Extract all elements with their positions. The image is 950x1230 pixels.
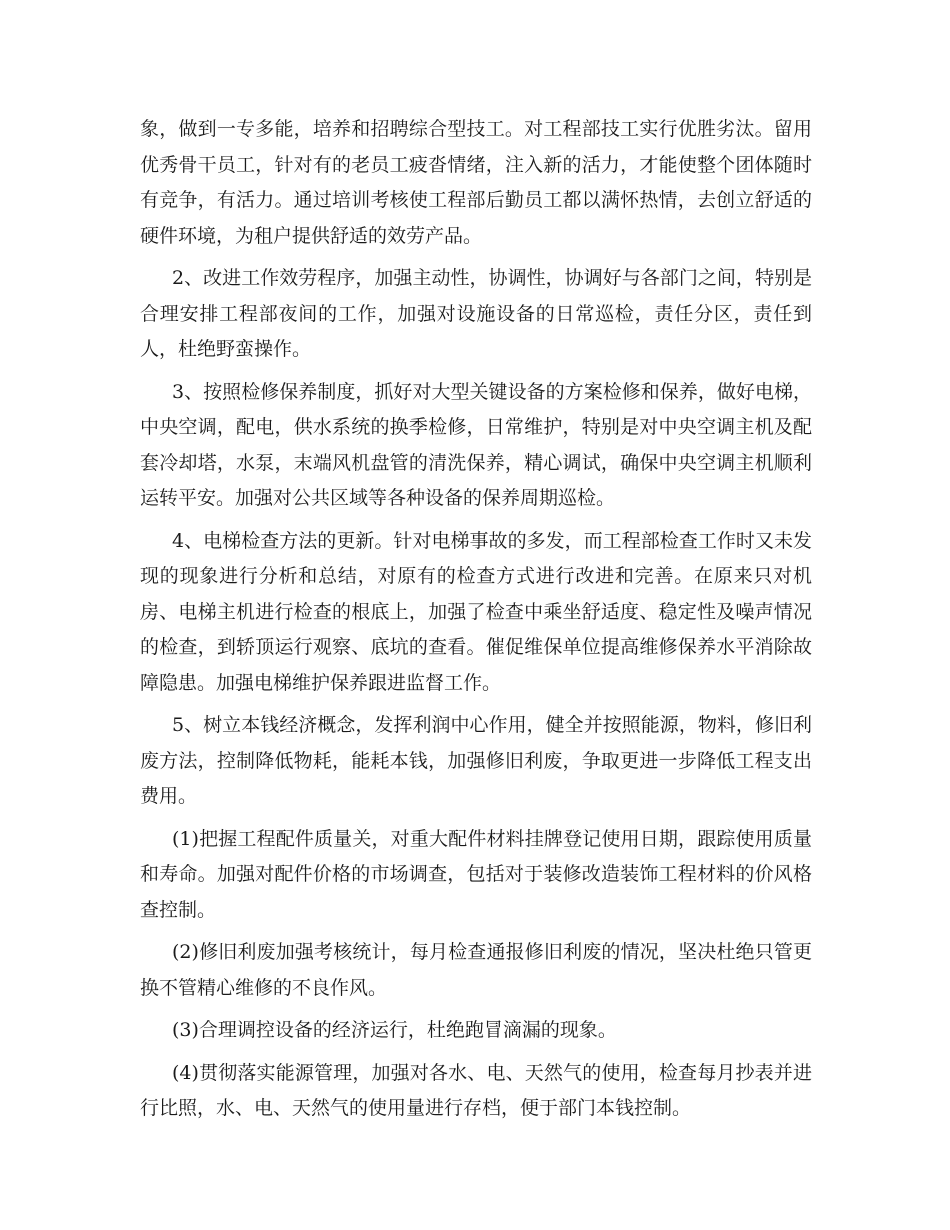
paragraph-subitem-3: (3)合理调控设备的经济运行，杜绝跑冒滴漏的现象。: [172, 1019, 617, 1041]
paragraph-item-3: 3、按照检修保养制度，抓好对大型关键设备的方案检修和保养，做好电梯，中央空调，配电，供水系统的换季检修，日常维护，特别是对中央空调主机及配套冷却塔，水泵，末端风机盘管的清洗保养，精心调试，确保中央空调主机顺利运转平安。加强对公共区域等各种设备的保养周期巡检。: [140, 380, 812, 509]
paragraph-continuation: 象，做到一专多能，培养和招聘综合型技工。对工程部技工实行优胜劣汰。留用优秀骨干员工，针对有的老员工疲沓情绪，注入新的活力，才能使整个团体随时有竞争，有活力。通过培训考核使工程部后勤员工都以满怀热情，去创立舒适的硬件环境，为租户提供舒适的效劳产品。: [140, 118, 812, 247]
paragraph-subitem-2: (2)修旧利废加强考核统计，每月检查通报修旧利废的情况，坚决杜绝只管更换不管精心维修的不良作风。: [140, 941, 812, 999]
paragraph-item-2: 2、改进工作效劳程序，加强主动性，协调性，协调好与各部门之间，特别是合理安排工程部夜间的工作，加强对设施设备的日常巡检，责任分区，责任到人，杜绝野蛮操作。: [140, 267, 812, 360]
paragraph-item-4: 4、电梯检查方法的更新。针对电梯事故的多发，而工程部检查工作时又未发现的现象进行分析和总结，对原有的检查方式进行改进和完善。在原来只对机房、电梯主机进行检查的根底上，加强了检查中乘坐舒适度、稳定性及噪声情况的检查，到轿顶运行观察、底坑的查看。催促维保单位提高维修保养水平消除故障隐患。加强电梯维护保养跟进监督工作。: [140, 529, 812, 694]
document-body: [140, 112, 812, 1134]
paragraph-subitem-1: (1)把握工程配件质量关，对重大配件材料挂牌登记使用日期，跟踪使用质量和寿命。加强对配件价格的市场调查，包括对于装修改造装饰工程材料的价风格查控制。: [140, 827, 812, 921]
paragraph-item-5: 5、树立本钱经济概念，发挥利润中心作用，健全并按照能源，物料，修旧利废方法，控制降低物耗，能耗本钱，加强修旧利废，争取更进一步降低工程支出费用。: [140, 714, 812, 807]
paragraph-subitem-4: (4)贯彻落实能源管理，加强对各水、电、天然气的使用，检查每月抄表并进行比照，水、电、天然气的使用量进行存档，便于部门本钱控制。: [140, 1061, 812, 1119]
